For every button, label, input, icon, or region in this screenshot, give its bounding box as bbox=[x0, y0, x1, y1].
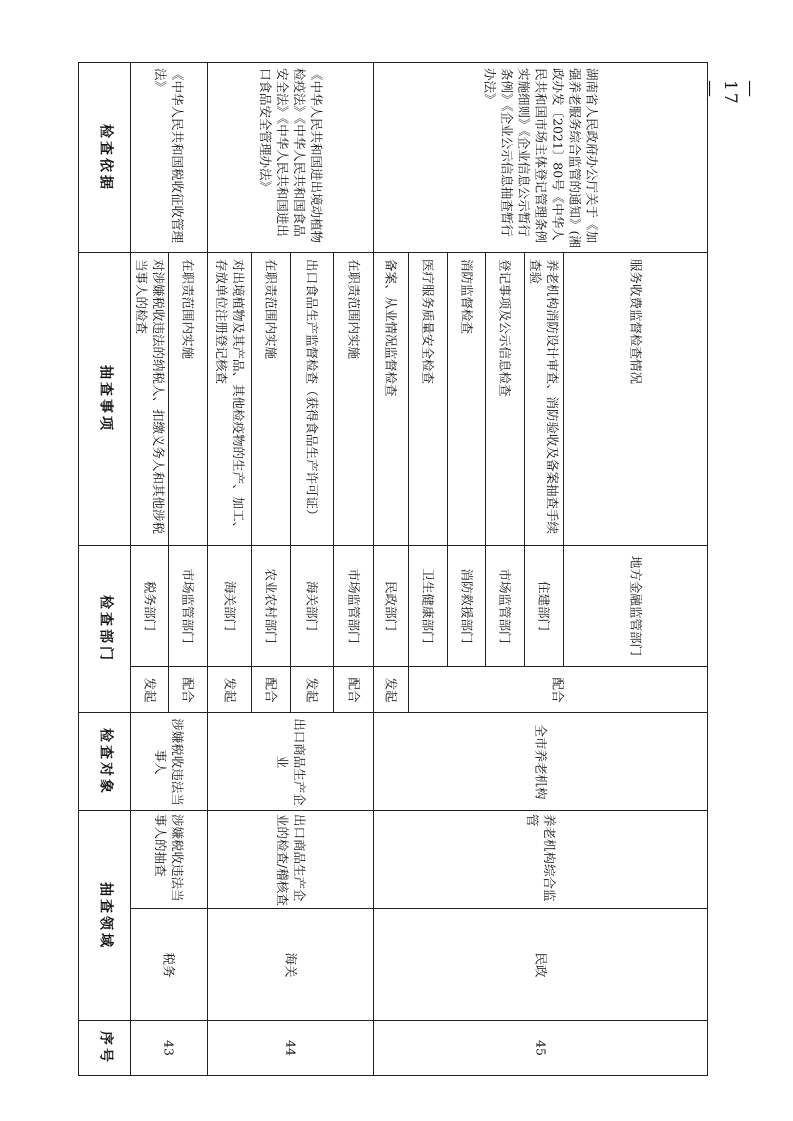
row-object: 全市养老机构 bbox=[533, 723, 548, 799]
row-role-cell bbox=[207, 666, 252, 713]
header-object: 检查对象 bbox=[97, 727, 113, 796]
row-item: 备案、从业情况监督检查 bbox=[383, 259, 399, 397]
row-no: 44 bbox=[283, 1040, 298, 1056]
header-basis-cell bbox=[78, 62, 131, 253]
row-item: 在职责范围内实施 bbox=[346, 259, 361, 360]
row-department: 住建部门 bbox=[536, 580, 552, 631]
row-department: 消防救援部门 bbox=[459, 568, 474, 644]
row-item: 消防监督检查 bbox=[459, 259, 474, 335]
row-department: 税务部门 bbox=[142, 580, 157, 631]
row-department: 农业农村部门 bbox=[263, 568, 279, 644]
row-item-cell bbox=[290, 252, 334, 546]
row-item: 对涉嫌税收违法的纳税人、扣缴义务人和其他涉税当事人的检查 bbox=[133, 259, 166, 535]
header-no-cell bbox=[78, 1020, 131, 1076]
row-category-cell bbox=[207, 908, 374, 1021]
row-department: 海关部门 bbox=[222, 580, 237, 631]
row-department-cell bbox=[251, 545, 291, 667]
row-no-cell bbox=[130, 1020, 208, 1076]
row-department: 市场监管部门 bbox=[180, 568, 196, 644]
row-basis-cell bbox=[207, 62, 374, 253]
header-basis: 检查依据 bbox=[97, 123, 113, 192]
row-role: 发起 bbox=[304, 676, 320, 702]
row-item-cell bbox=[447, 252, 486, 546]
header-field-cell bbox=[78, 810, 131, 1021]
row-department-cell bbox=[290, 545, 334, 667]
row-object-cell bbox=[373, 712, 708, 811]
row-category: 民政 bbox=[533, 951, 548, 977]
row-item-cell bbox=[485, 252, 525, 546]
row-object: 涉嫌税收违法当事人 bbox=[153, 717, 185, 806]
row-field: 养老机构综合监管 bbox=[524, 813, 557, 902]
row-item-cell bbox=[524, 252, 564, 546]
row-item-cell bbox=[408, 252, 448, 546]
row-role: 配合 bbox=[180, 676, 196, 702]
row-object: 出口商品生产企业 bbox=[274, 717, 307, 806]
row-role: 发起 bbox=[383, 676, 399, 702]
row-role: 配合 bbox=[263, 676, 279, 702]
row-department-cell bbox=[130, 545, 169, 667]
row-basis: 《中华人民共和国进出境动植物检疫法》《中华人民共和国食品安全法》《中华人民共和国进出口食品安全管理办法》 bbox=[257, 67, 324, 243]
row-category-cell bbox=[373, 908, 708, 1021]
row-basis-cell bbox=[130, 62, 208, 253]
row-object-cell bbox=[207, 712, 374, 811]
header-object-cell bbox=[78, 712, 131, 811]
row-field: 涉嫌税收违法当事人的抽查 bbox=[153, 813, 185, 902]
row-department-cell bbox=[373, 545, 409, 667]
row-department: 地方金融监管部门 bbox=[628, 555, 643, 656]
row-no-cell bbox=[373, 1020, 708, 1076]
row-item-cell bbox=[207, 252, 252, 546]
header-department: 检查部门 bbox=[97, 595, 113, 663]
row-item-cell bbox=[130, 252, 169, 546]
row-category-cell bbox=[130, 908, 208, 1021]
row-item: 在职责范围内实施 bbox=[263, 259, 279, 360]
row-role-cell bbox=[290, 666, 334, 713]
row-category: 海关 bbox=[283, 951, 298, 977]
row-category: 税务 bbox=[161, 951, 177, 977]
row-field-cell bbox=[207, 810, 374, 909]
row-field-cell bbox=[373, 810, 708, 909]
row-department-cell bbox=[485, 545, 525, 667]
header-field: 抽查领域 bbox=[97, 881, 113, 950]
row-item: 登记事项及公示信息检查 bbox=[497, 259, 513, 397]
row-basis-cell bbox=[373, 62, 708, 253]
row-basis: 《中华人民共和国税收征收管理法》 bbox=[153, 67, 185, 243]
row-department-cell bbox=[563, 545, 708, 667]
row-role-cell bbox=[251, 666, 291, 713]
row-item: 服务收费监督检查情况 bbox=[628, 259, 643, 385]
row-item-cell bbox=[373, 252, 409, 546]
row-item: 出口食品生产监督检查（获得食品生产许可证） bbox=[304, 259, 320, 522]
row-department: 市场监管部门 bbox=[497, 568, 513, 644]
row-department-cell bbox=[524, 545, 564, 667]
row-role: 配合 bbox=[550, 676, 566, 702]
row-field-cell bbox=[130, 810, 208, 909]
row-department: 卫生健康部门 bbox=[420, 568, 436, 644]
row-field: 出口商品生产企业的检查/稽核查 bbox=[274, 813, 307, 906]
row-role-cell bbox=[130, 666, 169, 713]
row-department-cell bbox=[447, 545, 486, 667]
row-no: 43 bbox=[161, 1040, 177, 1056]
row-no-cell bbox=[207, 1020, 374, 1076]
row-item-cell bbox=[333, 252, 374, 546]
row-item: 医疗服务质量安全检查 bbox=[420, 259, 436, 385]
row-no: 45 bbox=[533, 1040, 548, 1056]
row-department-cell bbox=[408, 545, 448, 667]
row-item-cell bbox=[251, 252, 291, 546]
row-department-cell bbox=[168, 545, 208, 667]
row-object-cell bbox=[130, 712, 208, 811]
row-department: 海关部门 bbox=[304, 580, 320, 631]
header-no: 序号 bbox=[97, 1031, 113, 1065]
row-item-cell bbox=[563, 252, 708, 546]
header-item-cell bbox=[78, 252, 131, 546]
row-item-cell bbox=[168, 252, 208, 546]
row-item: 养老机构消防设计审查、消防验收及备案抽查手续查验 bbox=[528, 259, 560, 535]
row-role-cell bbox=[373, 666, 409, 713]
row-role-cell bbox=[168, 666, 208, 713]
row-role-cell bbox=[408, 666, 708, 713]
row-item: 在职责范围内实施 bbox=[180, 259, 196, 360]
row-role: 配合 bbox=[346, 676, 361, 702]
row-basis: 湖南省人民政府办公厅关于《加强养老服务综合监管的通知》(湘政办发〔2021〕80号《中华人民共和国市场主体登记管理条例实施细则》《企业信息公示暂行条例》《企业公示信息抽查暂行办法》 bbox=[482, 67, 599, 248]
row-item: 对出境植物及其产品、其他检疫物的生产、加工、存放单位注册登记核查 bbox=[213, 259, 246, 535]
row-role: 发起 bbox=[222, 676, 237, 702]
page-number: — 17 — bbox=[700, 80, 760, 106]
header-item: 抽查事项 bbox=[97, 365, 113, 433]
row-role: 发起 bbox=[142, 676, 157, 702]
row-department-cell bbox=[207, 545, 252, 667]
row-department-cell bbox=[333, 545, 374, 667]
row-department: 民政部门 bbox=[383, 580, 399, 631]
header-department-cell bbox=[78, 545, 131, 713]
row-department: 市场监管部门 bbox=[346, 568, 361, 644]
row-role-cell bbox=[333, 666, 374, 713]
